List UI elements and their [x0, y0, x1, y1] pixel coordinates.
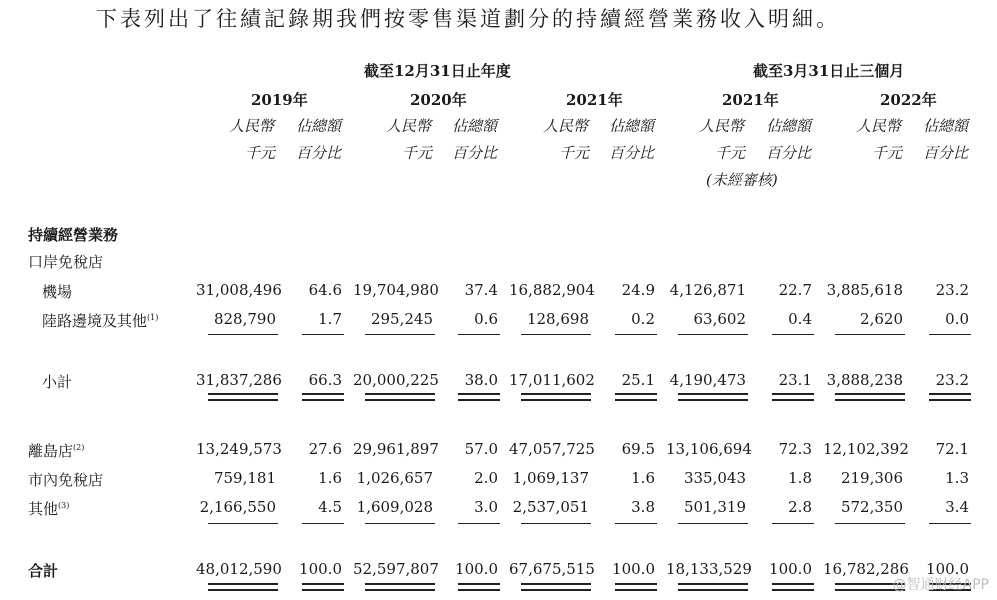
amount-cell: 219,306 [840, 469, 903, 487]
double-rule [302, 583, 344, 591]
unit-share: 佔總額 [609, 117, 655, 135]
amount-cell: 18,133,529 [666, 560, 752, 578]
percent-cell: 100.0 [455, 560, 498, 578]
single-rule [615, 523, 657, 524]
unaudited-note: (未經審核) [706, 171, 778, 189]
single-rule [929, 523, 971, 524]
amount-cell: 4,126,871 [669, 281, 746, 299]
percent-cell: 3.8 [631, 498, 655, 516]
amount-cell: 128,698 [526, 310, 589, 328]
unit-share: 佔總額 [452, 117, 498, 135]
amount-cell: 3,888,238 [826, 371, 903, 389]
single-rule [208, 523, 278, 524]
row-label [42, 371, 72, 392]
percent-cell: 0.4 [788, 310, 812, 328]
single-rule [835, 523, 905, 524]
amount-cell: 1,069,137 [512, 469, 589, 487]
percent-cell: 1.3 [945, 469, 969, 487]
double-rule [678, 583, 748, 591]
row-label-text: 離島店 [28, 442, 74, 460]
double-rule [615, 393, 657, 401]
row-label-text: 合計 [28, 562, 59, 580]
unit-rmb: 人民幣 [543, 117, 589, 135]
row-label [28, 560, 58, 581]
section-title: 持續經營業務 [28, 226, 119, 244]
row-label [42, 310, 158, 331]
double-rule [835, 393, 905, 401]
row-label [42, 281, 72, 302]
intro-sentence: 下表列出了往績記錄期我們按零售渠道劃分的持續經營業務收入明細。 [96, 7, 840, 31]
percent-cell: 3.4 [945, 498, 969, 516]
amount-cell: 16,782,286 [823, 560, 909, 578]
percent-cell: 23.2 [935, 281, 969, 299]
year-header-2022-q1: 2022年 [880, 91, 937, 109]
percent-cell: 1.8 [788, 469, 812, 487]
port-store-title: 口岸免稅店 [28, 253, 104, 271]
percent-cell: 27.6 [308, 440, 342, 458]
single-rule [678, 523, 748, 524]
amount-cell: 12,102,392 [823, 440, 909, 458]
single-rule [458, 523, 500, 524]
amount-cell: 31,837,286 [196, 371, 282, 389]
percent-cell: 38.0 [464, 371, 498, 389]
unit-rmb: 人民幣 [699, 117, 745, 135]
unit-percent: 百分比 [609, 144, 655, 162]
percent-cell: 57.0 [464, 440, 498, 458]
amount-cell: 1,609,028 [356, 498, 433, 516]
double-rule [929, 393, 971, 401]
unit-percent: 百分比 [766, 144, 812, 162]
amount-cell: 1,026,657 [356, 469, 433, 487]
year-header-2019: 2019年 [251, 91, 308, 109]
amount-cell: 29,961,897 [353, 440, 439, 458]
single-rule [208, 334, 278, 335]
unit-rmb: 人民幣 [386, 117, 432, 135]
percent-cell: 0.6 [474, 310, 498, 328]
unit-percent: 百分比 [452, 144, 498, 162]
single-rule [678, 334, 748, 335]
single-rule [302, 334, 344, 335]
year-header-2020: 2020年 [410, 91, 467, 109]
amount-cell: 20,000,225 [353, 371, 439, 389]
percent-cell: 100.0 [926, 560, 969, 578]
percent-cell: 0.0 [945, 310, 969, 328]
percent-cell: 23.2 [935, 371, 969, 389]
single-rule [929, 334, 971, 335]
group-header-year: 截至12月31日止年度 [364, 62, 511, 80]
double-rule [365, 583, 435, 591]
percent-cell: 72.3 [778, 440, 812, 458]
percent-cell: 72.1 [935, 440, 969, 458]
amount-cell: 13,106,694 [666, 440, 752, 458]
amount-cell: 2,620 [860, 310, 903, 328]
percent-cell: 22.7 [778, 281, 812, 299]
amount-cell: 67,675,515 [509, 560, 595, 578]
amount-cell: 501,319 [683, 498, 746, 516]
amount-cell: 63,602 [693, 310, 746, 328]
percent-cell: 100.0 [612, 560, 655, 578]
single-rule [521, 523, 591, 524]
single-rule [365, 334, 435, 335]
double-rule [521, 393, 591, 401]
double-rule [615, 583, 657, 591]
row-label [28, 440, 84, 461]
percent-cell: 0.2 [631, 310, 655, 328]
double-rule [365, 393, 435, 401]
percent-cell: 23.1 [778, 371, 812, 389]
row-label-text: 市內免稅店 [28, 471, 104, 489]
amount-cell: 52,597,807 [353, 560, 439, 578]
double-rule [521, 583, 591, 591]
watermark: @智通财经APP [892, 577, 989, 593]
percent-cell: 2.0 [474, 469, 498, 487]
single-rule [458, 334, 500, 335]
percent-cell: 69.5 [621, 440, 655, 458]
amount-cell: 828,790 [213, 310, 276, 328]
amount-cell: 48,012,590 [196, 560, 282, 578]
row-label-text: 其他 [28, 500, 59, 518]
unit-share: 佔總額 [766, 117, 812, 135]
amount-cell: 13,249,573 [196, 440, 282, 458]
unit-thousand: 千元 [559, 144, 590, 162]
amount-cell: 759,181 [213, 469, 276, 487]
unit-percent: 百分比 [296, 144, 342, 162]
percent-cell: 37.4 [464, 281, 498, 299]
row-label [28, 469, 103, 490]
percent-cell: 100.0 [299, 560, 342, 578]
percent-cell: 64.6 [308, 281, 342, 299]
double-rule [772, 583, 814, 591]
unit-share: 佔總額 [296, 117, 342, 135]
percent-cell: 4.5 [318, 498, 342, 516]
amount-cell: 3,885,618 [826, 281, 903, 299]
single-rule [521, 334, 591, 335]
row-label-text: 小計 [42, 373, 73, 391]
row-label [28, 498, 69, 519]
row-label-text: 陸路邊境及其他 [42, 312, 148, 330]
amount-cell: 4,190,473 [669, 371, 746, 389]
amount-cell: 335,043 [683, 469, 746, 487]
percent-cell: 3.0 [474, 498, 498, 516]
single-rule [835, 334, 905, 335]
amount-cell: 2,537,051 [512, 498, 589, 516]
unit-rmb: 人民幣 [856, 117, 902, 135]
percent-cell: 66.3 [308, 371, 342, 389]
unit-thousand: 千元 [245, 144, 276, 162]
percent-cell: 24.9 [621, 281, 655, 299]
unit-thousand: 千元 [715, 144, 746, 162]
footnote-marker: (2) [73, 443, 85, 452]
amount-cell: 2,166,550 [199, 498, 276, 516]
year-header-2021-q1: 2021年 [722, 91, 779, 109]
percent-cell: 1.6 [318, 469, 342, 487]
group-header-quarter: 截至3月31日止三個月 [753, 62, 905, 80]
unit-percent: 百分比 [923, 144, 969, 162]
footnote-marker: (1) [147, 313, 159, 322]
unit-share: 佔總額 [923, 117, 969, 135]
double-rule [772, 393, 814, 401]
double-rule [458, 583, 500, 591]
percent-cell: 1.7 [318, 310, 342, 328]
year-header-2021: 2021年 [566, 91, 623, 109]
unit-rmb: 人民幣 [229, 117, 275, 135]
double-rule [208, 583, 278, 591]
amount-cell: 16,882,904 [509, 281, 595, 299]
amount-cell: 47,057,725 [509, 440, 595, 458]
amount-cell: 295,245 [370, 310, 433, 328]
amount-cell: 572,350 [840, 498, 903, 516]
percent-cell: 100.0 [769, 560, 812, 578]
single-rule [615, 334, 657, 335]
single-rule [302, 523, 344, 524]
double-rule [458, 393, 500, 401]
unit-thousand: 千元 [872, 144, 903, 162]
double-rule [208, 393, 278, 401]
row-label-text: 機場 [42, 283, 73, 301]
amount-cell: 19,704,980 [353, 281, 439, 299]
double-rule [678, 393, 748, 401]
percent-cell: 2.8 [788, 498, 812, 516]
amount-cell: 31,008,496 [196, 281, 282, 299]
single-rule [772, 334, 814, 335]
single-rule [772, 523, 814, 524]
amount-cell: 17,011,602 [509, 371, 595, 389]
percent-cell: 1.6 [631, 469, 655, 487]
double-rule [302, 393, 344, 401]
footnote-marker: (3) [58, 501, 70, 510]
single-rule [365, 523, 435, 524]
unit-thousand: 千元 [402, 144, 433, 162]
percent-cell: 25.1 [621, 371, 655, 389]
